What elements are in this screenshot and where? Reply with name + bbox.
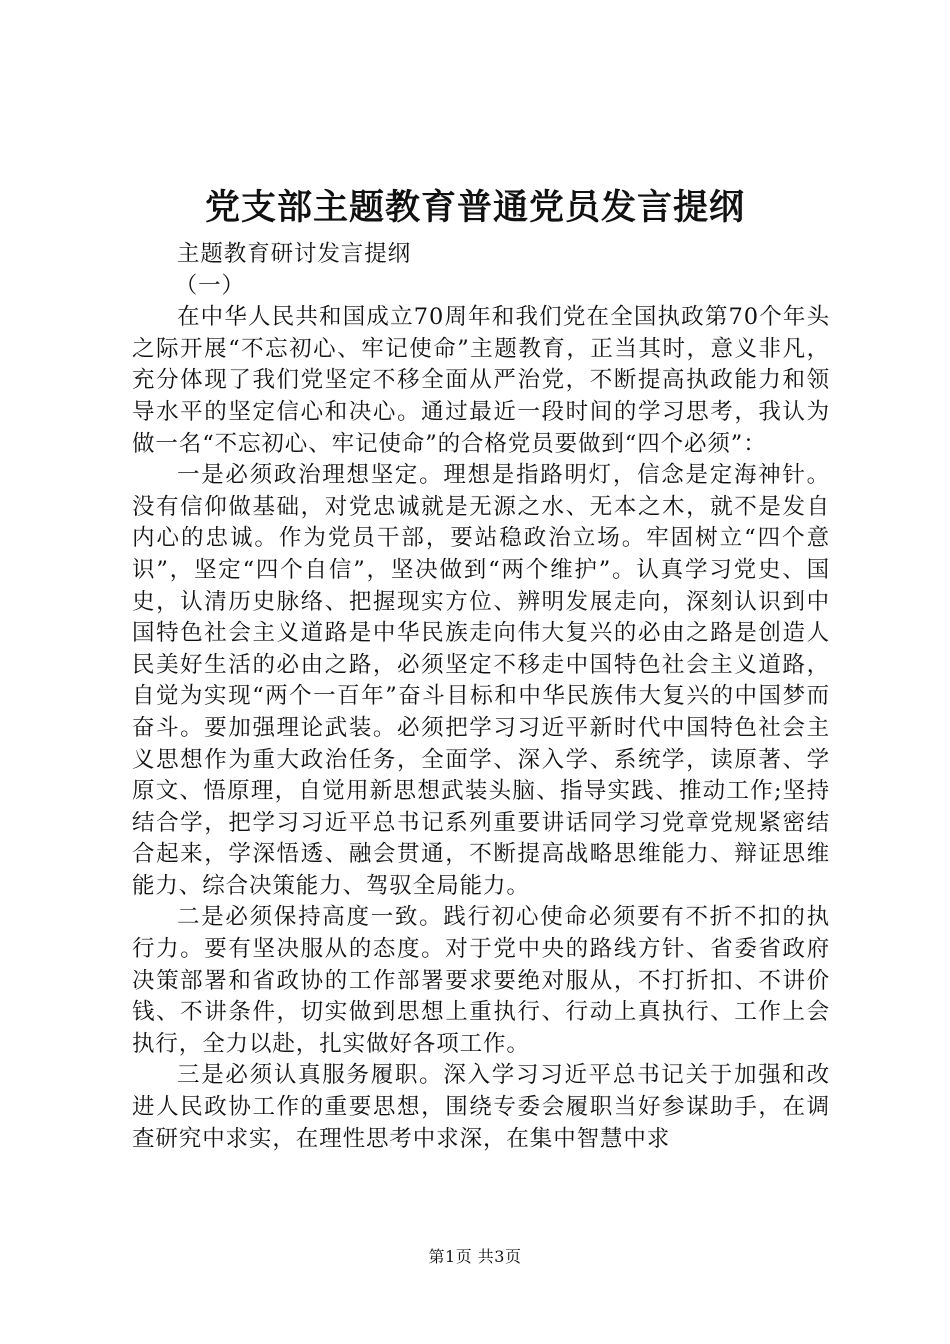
page-footer: 第1页 共3页 [428, 1247, 522, 1266]
paragraph-point-two: 二是必须保持高度一致。践行初心使命必须要有不折不扣的执行力。要有坚决服从的态度。对于党中央的路线方针、省委省政府决策部署和省政协的工作部署要求要绝对服从，不打折扣、不讲价钱、不讲条件，切实做到思想上重执行、行动上真执行、工作上会执行，全力以赴，扎实做好各项工作。 [132, 904, 830, 1057]
paragraph-point-three: 三是必须认真服务履职。深入学习习近平总书记关于加强和改进人民政协工作的重要思想，围绕专委会履职当好参谋助手，在调查研究中求实，在理性思考中求深，在集中智慧中求 [132, 1062, 830, 1152]
document-subtitle: 主题教育研讨发言提纲 [177, 241, 412, 267]
document-title: 党支部主题教育普通党员发言提纲 [204, 187, 745, 228]
document-body [132, 239, 830, 1155]
section-label: （一） [174, 272, 245, 299]
paragraph-intro: 在中华人民共和国成立70周年和我们党在全国执政第70个年头之际开展“不忘初心、牢记使命”主题教育，正当其时，意义非凡，充分体现了我们党坚定不移全面从严治党，不断提高执政能力和领导水平的坚定信心和决心。通过最近一段时间的学习思考，我认为做一名“不忘初心、牢记使命”的合格党员要做到“四个必须”： [132, 304, 830, 457]
paragraph-point-one: 一是必须政治理想坚定。理想是指路明灯，信念是定海神针。没有信仰做基础，对党忠诚就是无源之水、无本之木，就不是发自内心的忠诚。作为党员干部，要站稳政治立场。牢固树立“四个意识”，坚定“四个自信”，坚决做到“两个维护”。认真学习党史、国史，认清历史脉络、把握现实方位、辨明发展走向，深刻认识到中国特色社会主义道路是中华民族走向伟大复兴的必由之路是创造人民美好生活的必由之路，必须坚定不移走中国特色社会主义道路，自觉为实现“两个一百年”奋斗目标和中华民族伟大复兴的中国梦而奋斗。要加强理论武装。必须把学习习近平新时代中国特色社会主义思想作为重大政治任务，全面学、深入学、系统学，读原著、学原文、悟原理，自觉用新思想武装头脑、指导实践、推动工作;坚持结合学，把学习习近平总书记系列重要讲话同学习党章党规紧密结合起来，学深悟透、融会贯通，不断提高战略思维能力、辩证思维能力、综合决策能力、驾驭全局能力。 [132, 462, 830, 899]
